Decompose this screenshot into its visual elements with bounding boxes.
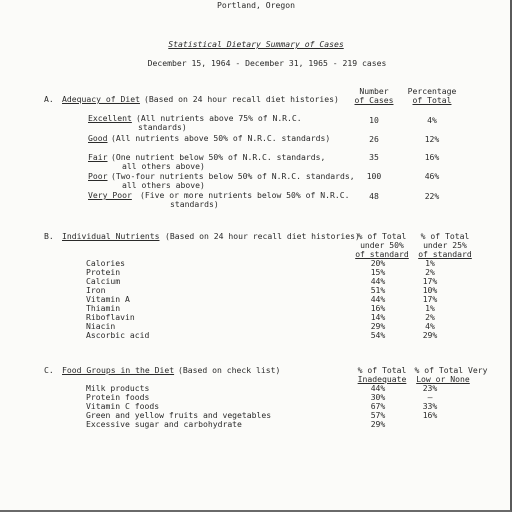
section-b-title: Individual Nutrients [62, 231, 160, 241]
nutrient-under-25: 4% [425, 321, 435, 331]
row-number: 10 [369, 115, 379, 125]
section-b-letter: B. [44, 231, 54, 241]
row-percentage: 4% [427, 115, 437, 125]
nutrient-under-25: 17% [422, 276, 438, 286]
section-c-col2-header-1: % of Total Very [414, 365, 488, 375]
row-desc-cont: standards) [170, 199, 219, 209]
row-number: 48 [369, 191, 379, 201]
row-label-fair: Fair [88, 152, 108, 162]
date-range: December 15, 1964 - December 31, 1965 - 219 cases [147, 58, 387, 68]
nutrient-under-25: 29% [422, 330, 438, 340]
section-a-col1-header-1: Number [359, 86, 389, 96]
food-group-name: Milk products [86, 383, 150, 393]
row-desc: (Five or more nutrients below 50% of N.R.C. [140, 190, 350, 200]
section-b-col2-header-1: % of Total [420, 231, 470, 241]
row-label-good: Good [88, 133, 108, 143]
food-group-inadequate: 29% [370, 419, 386, 429]
nutrient-under-50: 20% [370, 258, 386, 268]
nutrient-name: Vitamin A [86, 294, 130, 304]
section-b-col2-header-3: of standard [418, 249, 472, 259]
nutrient-name: Iron [86, 285, 106, 295]
row-desc-cont: all others above) [122, 180, 205, 190]
food-group-name: Excessive sugar and carbohydrate [86, 419, 242, 429]
row-desc-cont: standards) [138, 122, 187, 132]
row-percentage: 16% [424, 152, 440, 162]
food-group-name: Green and yellow fruits and vegetables [86, 410, 272, 420]
nutrient-under-50: 51% [370, 285, 386, 295]
nutrient-under-25: 2% [425, 312, 435, 322]
section-b-note: (Based on 24 hour recall diet histories) [165, 231, 360, 241]
nutrient-name: Calories [86, 258, 125, 268]
row-desc: (Two-four nutrients below 50% of N.R.C. standards, [111, 171, 355, 181]
nutrient-under-50: 44% [370, 294, 386, 304]
row-label-excellent: Excellent [88, 113, 132, 123]
section-a-note: (Based on 24 hour recall diet histories) [144, 94, 339, 104]
food-group-low-or-none: 16% [422, 410, 438, 420]
row-number: 35 [369, 152, 379, 162]
food-group-inadequate: 30% [370, 392, 386, 402]
row-percentage: 12% [424, 134, 440, 144]
food-group-inadequate: 57% [370, 410, 386, 420]
row-label-very-poor: Very Poor [88, 190, 132, 200]
row-number: 100 [366, 171, 382, 181]
nutrient-under-25: 10% [422, 285, 438, 295]
section-a-col2-header-1: Percentage [407, 86, 457, 96]
row-desc: (One nutrient below 50% of N.R.C. standards, [111, 152, 326, 162]
nutrient-under-50: 29% [370, 321, 386, 331]
nutrient-under-25: 1% [425, 303, 435, 313]
section-b-col1-header-2: under 50% [360, 240, 404, 250]
row-percentage: 46% [424, 171, 440, 181]
section-a-col1-header-2: of Cases [354, 95, 394, 105]
row-percentage: 22% [424, 191, 440, 201]
section-c-col2-header-2: Low or None [416, 374, 470, 384]
food-group-low-or-none: 23% [422, 383, 438, 393]
food-group-inadequate: 44% [370, 383, 386, 393]
nutrient-name: Riboflavin [86, 312, 135, 322]
section-a-col2-header-2: of Total [412, 95, 452, 105]
nutrient-under-50: 44% [370, 276, 386, 286]
section-c-col1-header-1: % of Total [357, 365, 407, 375]
nutrient-name: Ascorbic acid [86, 330, 150, 340]
nutrient-under-50: 16% [370, 303, 386, 313]
section-a-letter: A. [44, 94, 54, 104]
section-a-title: Adequacy of Diet [62, 94, 140, 104]
section-c-title: Food Groups in the Diet [62, 365, 175, 375]
nutrient-under-50: 54% [370, 330, 386, 340]
nutrient-name: Calcium [86, 276, 121, 286]
food-group-low-or-none: 33% [422, 401, 438, 411]
location-line: Portland, Oregon [217, 0, 295, 10]
food-group-inadequate: 67% [370, 401, 386, 411]
food-group-name: Protein foods [86, 392, 150, 402]
row-label-poor: Poor [88, 171, 108, 181]
row-desc: (All nutrients above 75% of N.R.C. [136, 113, 302, 123]
row-desc-cont: all others above) [122, 161, 205, 171]
section-c-note: (Based on check list) [178, 365, 281, 375]
nutrient-under-50: 14% [370, 312, 386, 322]
nutrient-under-50: 15% [370, 267, 386, 277]
section-b-col1-header-1: % of Total [357, 231, 407, 241]
row-desc: (All nutrients above 50% of N.R.C. standards) [111, 133, 331, 143]
nutrient-name: Thiamin [86, 303, 121, 313]
food-group-name: Vitamin C foods [86, 401, 160, 411]
section-c-letter: C. [44, 365, 54, 375]
nutrient-under-25: 17% [422, 294, 438, 304]
nutrient-name: Niacin [86, 321, 116, 331]
section-b-col2-header-2: under 25% [423, 240, 467, 250]
section-c-col1-header-2: Inadequate [357, 374, 407, 384]
document-title: Statistical Dietary Summary of Cases [168, 39, 344, 49]
food-group-low-or-none: — [427, 392, 433, 402]
nutrient-name: Protein [86, 267, 121, 277]
nutrient-under-25: 1% [425, 258, 435, 268]
nutrient-under-25: 2% [425, 267, 435, 277]
row-number: 26 [369, 134, 379, 144]
section-b-col1-header-3: of standard [355, 249, 409, 259]
